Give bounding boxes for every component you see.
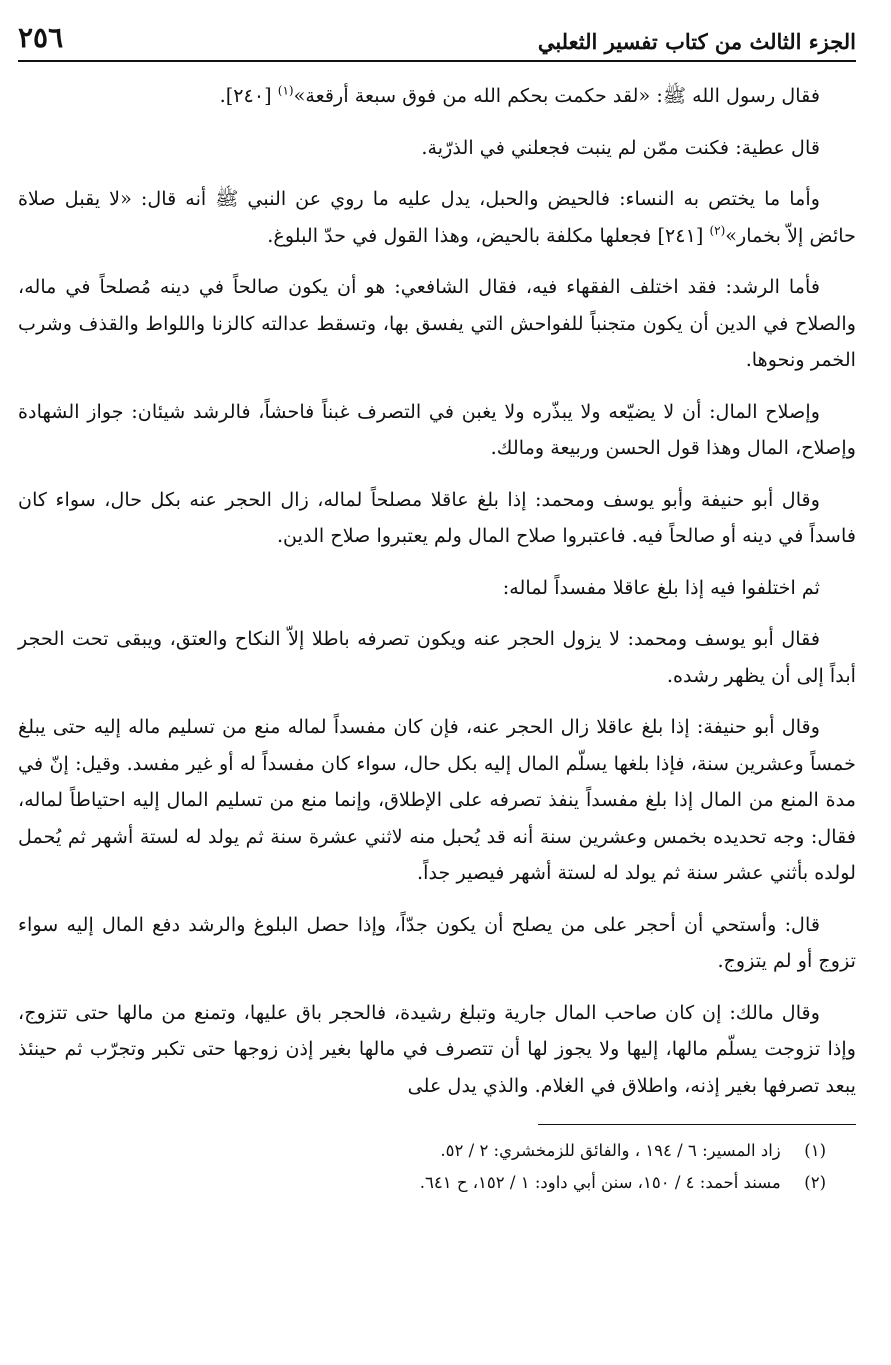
paragraph: وقال أبو حنيفة وأبو يوسف ومحمد: إذا بلغ عاقلا مصلحاً لماله، زال الحجر عنه بكل حال، سواء كان فاسداً في دينه أو صالحاً فيه. فاعتبروا صلاح المال ولم يعتبروا صلاح الدين. xyxy=(18,487,856,547)
footnote-text: مسند أحمد: ٤ / ١٥٠، سنن أبي داود: ١ / ١٥٢، ح ٦٤١. xyxy=(419,1173,781,1192)
footnote xyxy=(18,1135,856,1167)
body-text xyxy=(18,78,856,1104)
footnote-ref: (١) xyxy=(277,83,294,98)
footnotes xyxy=(18,1135,856,1199)
footnote-number: (٢) xyxy=(804,1173,826,1192)
page-number: ٢٥٦ xyxy=(18,21,64,54)
footnote-number: (١) xyxy=(804,1141,826,1160)
paragraph: وقال أبو حنيفة: إذا بلغ عاقلا زال الحجر عنه، فإن كان مفسداً لماله منع من تسليم ماله إليه حتى يبلغ خمساً وعشرين سنة، فإذا بلغها يسلّم المال إليه بكل حال، سواء كان مفسداً له أو غير مفسد. وقيل: إنّ في مدة المنع من المال إذا بلغ مفسداً ينفذ تصرفه على الإطلاق، وإنما منع من تسليم المال إليه احتياطاً لماله، فقال: وجه تحديده بخمس وعشرين سنة أنه قد يُحبل منه لاثني عشرة سنة ثم يولد له لستة أشهر ثم يُحمل لولده بأثني عشر سنة ثم يولد له لستة أشهر فيصير جداً. xyxy=(18,715,856,884)
paragraph: قال عطية: فكنت ممّن لم ينبت فجعلني في الذرّية. xyxy=(421,135,820,159)
book-page xyxy=(18,18,856,1348)
paragraph: فقال أبو يوسف ومحمد: لا يزول الحجر عنه ويكون تصرفه باطلا إلاّ النكاح والعتق، ويبقى تحت الحجر أبداً إلى أن يظهر رشده. xyxy=(18,627,856,687)
running-title: الجزء الثالث من كتاب تفسير الثعلبي xyxy=(537,29,856,54)
header-rule xyxy=(18,60,856,62)
paragraph: قال: وأستحي أن أحجر على من يصلح أن يكون جدّاً، وإذا حصل البلوغ والرشد دفع المال إليه سواء تزوج أو لم يتزوج. xyxy=(18,912,856,972)
footnote-ref: (٢) xyxy=(709,223,726,238)
paragraph: وإصلاح المال: أن لا يضيّعه ولا يبذّره ولا يغبن في التصرف غبناً فاحشاً، فالرشد شيئان: جواز الشهادة وإصلاح، المال وهذا قول الحسن وربيعة ومالك. xyxy=(18,399,856,459)
paragraph: فقال رسول الله ﷺ: «لقد حكمت بحكم الله من فوق سبعة أرقعة»$^{(١)}$ [٢٤٠]. xyxy=(219,83,820,107)
paragraph: فأما الرشد: فقد اختلف الفقهاء فيه، فقال الشافعي: هو أن يكون صالحاً في دينه مُصلحاً في ماله، والصلاح في الدين أن يكون متجنباً للفواحش التي يفسق بها، وتسقط عدالته كالزنا واللواط والقذف وشرب الخمر ونحوها. xyxy=(18,275,856,371)
footnote-rule xyxy=(538,1124,856,1125)
paragraph: ثم اختلفوا فيه إذا بلغ عاقلا مفسداً لماله: xyxy=(502,575,820,599)
paragraph: وقال مالك: إن كان صاحب المال جارية وتبلغ رشيدة، فالحجر باق عليها، وتمنع من مالها حتى تتزوج، وإذا تزوجت يسلّم مالها، إليها ولا يجوز لها أن تتصرف في مالها بغير إذن زوجها حتى تكبر وتجرّب ثم حينئذ يبعد تصرفها بغير إذنه، واطلاق في الغلام. والذي يدل على xyxy=(18,1000,856,1097)
footnote xyxy=(18,1167,856,1199)
footnote-text: زاد المسير: ٦ / ١٩٤ ، والفائق للزمخشري: ٢ / ٥٢. xyxy=(440,1141,781,1160)
page-header xyxy=(18,18,856,52)
paragraph: وأما ما يختص به النساء: فالحيض والحبل، يدل عليه ما روي عن النبي ﷺ أنه قال: «لا يقبل صلاة حائض إلاّ بخمار»$^{(٢)}$ [٢٤١] فجعلها مكلفة بالحيض، وهذا القول في حدّ البلوغ. xyxy=(18,187,856,247)
